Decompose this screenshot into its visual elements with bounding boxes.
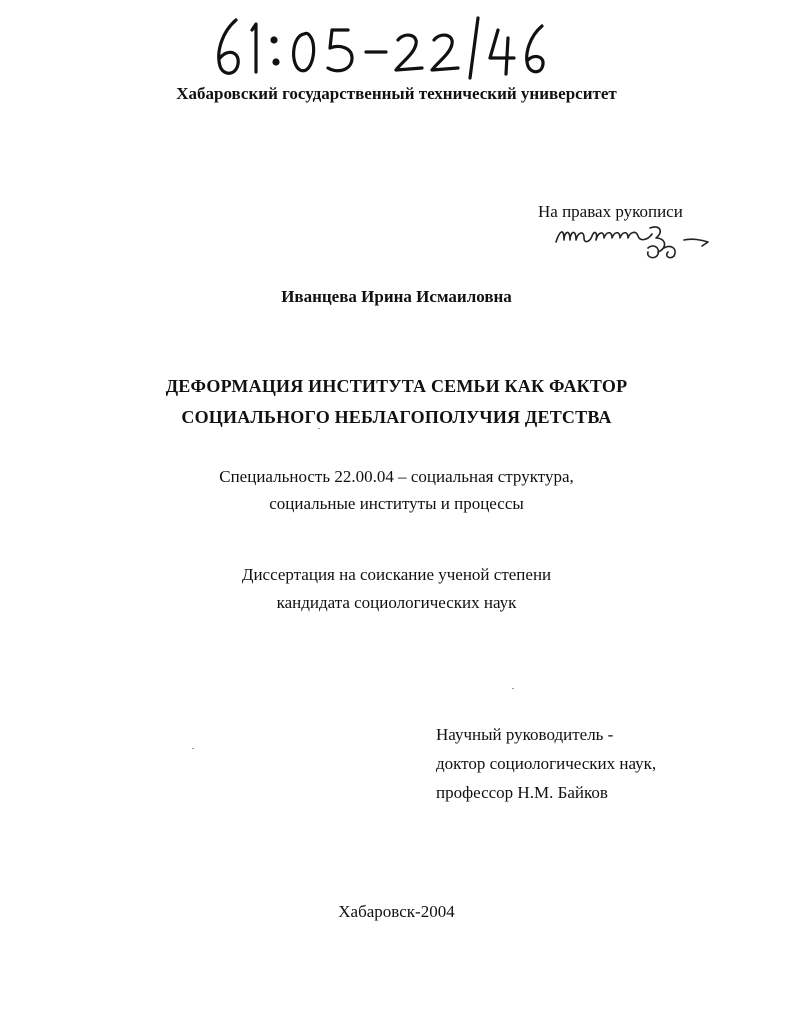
scan-speck bbox=[512, 688, 514, 689]
degree-line: кандидата социологических наук bbox=[276, 593, 517, 612]
advisor-line: Научный руководитель - bbox=[436, 725, 614, 744]
university-name: Хабаровский государственный технический университет bbox=[176, 84, 617, 103]
advisor-line: доктор социологических наук, bbox=[436, 754, 657, 773]
dissertation-title bbox=[0, 371, 793, 433]
title-line: СОЦИАЛЬНОГО НЕБЛАГОПОЛУЧИЯ ДЕТСТВА bbox=[181, 407, 612, 427]
degree-line: Диссертация на соискание ученой степени bbox=[241, 565, 552, 584]
manuscript-note: На правах рукописи bbox=[538, 202, 683, 221]
advisor-line: профессор Н.М. Байков bbox=[436, 783, 608, 802]
specialty bbox=[0, 463, 793, 517]
title-line: ДЕФОРМАЦИЯ ИНСТИТУТА СЕМЬИ КАК ФАКТОР bbox=[165, 376, 628, 396]
specialty-line: Специальность 22.00.04 – социальная структура, bbox=[219, 467, 574, 486]
specialty-line: социальные институты и процессы bbox=[269, 494, 524, 513]
city-year: Хабаровск-2004 bbox=[338, 902, 455, 921]
degree-statement bbox=[0, 561, 793, 617]
handwritten-catalog-number bbox=[208, 12, 548, 82]
scientific-advisor bbox=[436, 720, 656, 807]
scan-speck bbox=[192, 748, 194, 749]
handwritten-signature bbox=[552, 218, 712, 264]
author-name: Иванцева Ирина Исмаиловна bbox=[281, 287, 512, 306]
scan-speck bbox=[318, 428, 320, 429]
